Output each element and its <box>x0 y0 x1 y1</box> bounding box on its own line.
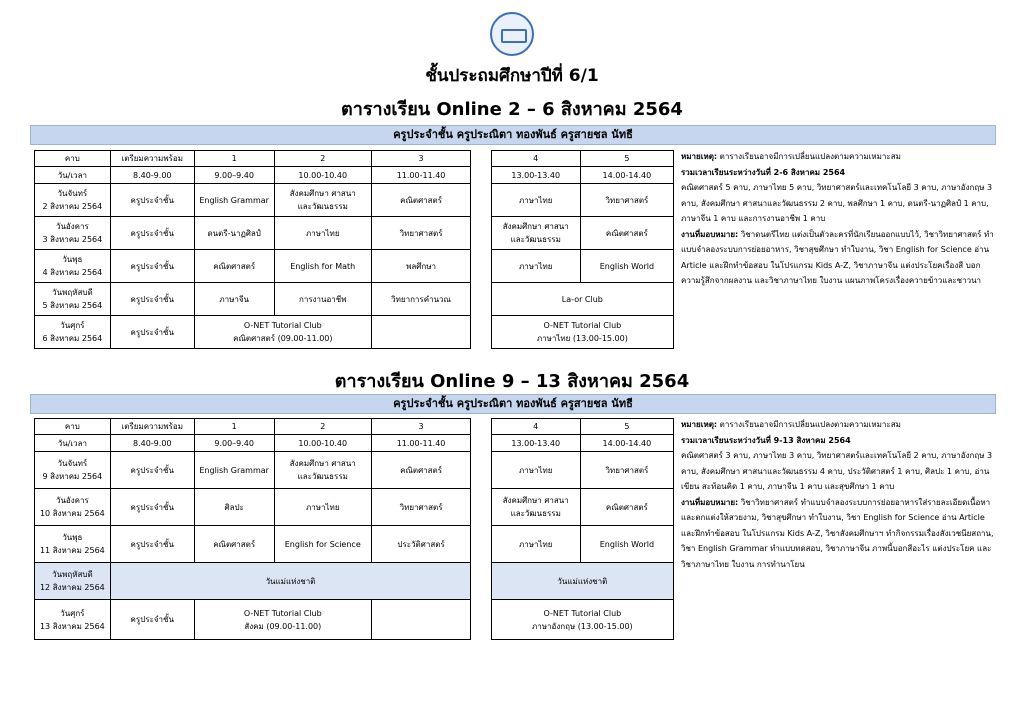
table-row <box>35 250 674 283</box>
prep-cell: ครูประจำชั้น <box>110 600 194 640</box>
week1-title: ตารางเรียน Online 2 – 6 สิงหาคม 2564 <box>341 99 683 120</box>
day-cell: วันอังคาร 10 สิงหาคม 2564 <box>35 489 111 526</box>
period-cell: ดนตรี-นาฏศิลป์ <box>194 217 274 250</box>
table-row <box>35 452 674 489</box>
time-cell: 10.00-10.40 <box>274 167 371 184</box>
day-cell: วันพฤหัสบดี 5 สิงหาคม 2564 <box>35 283 111 316</box>
header-cell: 1 <box>194 151 274 167</box>
prep-cell: ครูประจำชั้น <box>110 250 194 283</box>
week1-teachers-band: ครูประจำชั้น ครูประณิตา ทองพันธ์ ครูสายชล นัทธี <box>30 125 996 145</box>
time-cell: 9.00–9.40 <box>194 167 274 184</box>
table-row <box>35 526 674 563</box>
period-cell: การงานอาชีพ <box>274 283 371 316</box>
period-cell: คณิตศาสตร์ <box>194 250 274 283</box>
empty-cell <box>371 600 470 640</box>
period-cell: ภาษาจีน <box>194 283 274 316</box>
period-cell: พลศึกษา <box>371 250 470 283</box>
period-cell: ภาษาไทย <box>491 526 580 563</box>
table-row <box>35 563 674 600</box>
time-cell: วัน/เวลา <box>35 435 111 452</box>
prep-cell: ครูประจำชั้น <box>110 283 194 316</box>
time-cell: 8.40-9.00 <box>110 167 194 184</box>
header-cell: 4 <box>491 151 580 167</box>
period-cell: ภาษาไทย <box>491 184 580 217</box>
header-cell: 1 <box>194 419 274 435</box>
period-cell: คณิตศาสตร์ <box>580 489 673 526</box>
time-cell: 14.00-14.40 <box>580 435 673 452</box>
lunch-gap <box>471 419 491 640</box>
header-cell: คาบ <box>35 151 111 167</box>
period-cell: ประวัติศาสตร์ <box>371 526 470 563</box>
header-cell: 4 <box>491 419 580 435</box>
table-row <box>35 217 674 250</box>
period-cell: สังคมศึกษา ศาสนา และวัฒนธรรม <box>491 489 580 526</box>
prep-cell: ครูประจำชั้น <box>110 452 194 489</box>
header-cell: 3 <box>371 419 470 435</box>
table-row <box>35 600 674 640</box>
week1-notes: หมายเหตุ: ตารางเรียนอาจมีการเปลี่ยนแปลงตามความเหมาะสม รวมเวลาเรียนระหว่างวันที่ 2-6 สิงหาคม 2564 คณิตศาสตร์ 5 คาบ, ภาษาไทย 5 คาบ, วิทยาศาสตร์และเทคโนโลยี 3 คาบ, ภาษาอังกฤษ 3 คาบ, สังคมศึกษา ศาสนาและวัฒนธรรม 2 คาบ, พลศึกษา 1 คาบ, ดนตรี-นาฏศิลป์ 1 คาบ, ภาษาจีน 1 คาบ และการงานอาชีพ 1 คาบ งานที่มอบหมาย: วิชาดนตรีไทย แต่งเป็นตัวละครที่นักเรียนออกแบบไว้, วิชาวิทยาศาสตร์ ทำแบบจำลองระบบการย่อยอาหาร, วิชาสุขศึกษา ทำใบงาน, วิชา English for Science อ่าน Article และฝึกทำข้อสอบ ในโปรแกรม Kids A-Z, วิชาภาษาจีน แต่งประโยคเรื่องสี บอกความรู้สึกจากผลงาน และวิชาภาษาไทย ใบงาน แผนภาพโครงเรื่องควายข้าวและชาวนา <box>681 152 994 285</box>
day-cell: วันจันทร์ 2 สิงหาคม 2564 <box>35 184 111 217</box>
prep-cell: ครูประจำชั้น <box>110 184 194 217</box>
header-cell: 5 <box>580 419 673 435</box>
header-cell: 2 <box>274 151 371 167</box>
period-cell: ศิลปะ <box>194 489 274 526</box>
time-cell: 9.00–9.40 <box>194 435 274 452</box>
prep-cell: ครูประจำชั้น <box>110 316 194 349</box>
prep-cell: ครูประจำชั้น <box>110 526 194 563</box>
time-cell: 13.00-13.40 <box>491 435 580 452</box>
table-row <box>35 184 674 217</box>
table-row <box>35 316 674 349</box>
period-cell: วิทยาศาสตร์ <box>580 452 673 489</box>
grade-title: ชั้นประถมศึกษาปีที่ 6/1 <box>425 66 599 86</box>
week2-teachers-band: ครูประจำชั้น ครูประณิตา ทองพันธ์ ครูสายชล นัทธี <box>30 394 996 414</box>
day-cell: วันศุกร์ 6 สิงหาคม 2564 <box>35 316 111 349</box>
header-cell: คาบ <box>35 419 111 435</box>
prep-cell: ครูประจำชั้น <box>110 217 194 250</box>
table-row <box>35 283 674 316</box>
day-cell: วันอังคาร 3 สิงหาคม 2564 <box>35 217 111 250</box>
time-cell: 10.00-10.40 <box>274 435 371 452</box>
day-cell: วันศุกร์ 13 สิงหาคม 2564 <box>35 600 111 640</box>
period-cell: สังคมศึกษา ศาสนา และวัฒนธรรม <box>491 217 580 250</box>
table-row <box>35 489 674 526</box>
day-cell: วันพุธ 11 สิงหาคม 2564 <box>35 526 111 563</box>
time-row <box>35 435 674 452</box>
header-cell: 3 <box>371 151 470 167</box>
header-cell: 2 <box>274 419 371 435</box>
period-cell: สังคมศึกษา ศาสนา และวัฒนธรรม <box>274 452 371 489</box>
period-cell: English World <box>580 526 673 563</box>
time-row <box>35 167 674 184</box>
onet-pm-cell: O-NET Tutorial Club ภาษาไทย (13.00-15.00) <box>491 316 673 349</box>
time-cell: 11.00-11.40 <box>371 167 470 184</box>
day-cell: วันพฤหัสบดี 12 สิงหาคม 2564 <box>35 563 111 600</box>
day-cell: วันพุธ 4 สิงหาคม 2564 <box>35 250 111 283</box>
onet-am-cell: O-NET Tutorial Club สังคม (09.00-11.00) <box>194 600 371 640</box>
club-cell: La-or Club <box>491 283 673 316</box>
period-cell: English Grammar <box>194 452 274 489</box>
time-cell: วัน/เวลา <box>35 167 111 184</box>
period-cell: ภาษาไทย <box>491 250 580 283</box>
header-cell: เตรียมความพร้อม <box>110 419 194 435</box>
period-cell: English Grammar <box>194 184 274 217</box>
lunch-gap <box>471 151 491 349</box>
period-cell: คณิตศาสตร์ <box>371 184 470 217</box>
period-cell: วิทยาศาสตร์ <box>580 184 673 217</box>
period-cell: ภาษาไทย <box>274 489 371 526</box>
period-cell: วิทยาศาสตร์ <box>371 489 470 526</box>
period-cell: สังคมศึกษา ศาสนา และวัฒนธรรม <box>274 184 371 217</box>
school-logo <box>490 12 534 56</box>
period-cell: คณิตศาสตร์ <box>371 452 470 489</box>
time-cell: 14.00-14.40 <box>580 167 673 184</box>
header-cell: เตรียมความพร้อม <box>110 151 194 167</box>
period-cell: คณิตศาสตร์ <box>194 526 274 563</box>
period-cell: วิทยาการคำนวณ <box>371 283 470 316</box>
header-cell: 5 <box>580 151 673 167</box>
week2-title: ตารางเรียน Online 9 – 13 สิงหาคม 2564 <box>334 371 690 392</box>
period-cell: คณิตศาสตร์ <box>580 217 673 250</box>
onet-pm-cell: O-NET Tutorial Club ภาษาอังกฤษ (13.00-15.00) <box>491 600 673 640</box>
week2-notes: หมายเหตุ: ตารางเรียนอาจมีการเปลี่ยนแปลงตามความเหมาะสม รวมเวลาเรียนระหว่างวันที่ 9-13 สิงหาคม 2564 คณิตศาสตร์ 3 คาบ, ภาษาไทย 3 คาบ, วิทยาศาสตร์และเทคโนโลยี 2 คาบ, ภาษาอังกฤษ 3 คาบ, สังคมศึกษา ศาสนาและวัฒนธรรม 4 คาบ, ประวัติศาสตร์ 1 คาบ, ศิลปะ 1 คาบ, อ่าน เขียน สะท้อนคิด 1 คาบ, ภาษาจีน 1 คาบ และสุขศึกษา 1 คาบ งานที่มอบหมาย: วิชาวิทยาศาสตร์ ทำแบบจำลองระบบการย่อยอาหารใส่รายละเอียดเนื้อหาและตกแต่งให้สวยงาม, วิชาสุขศึกษา ทำใบงาน, วิชา English for Science อ่าน Article และฝึกทำข้อสอบ ในโปรแกรม Kids A-Z, วิชาสังคมศึกษาฯ ทำกิจกรรมเรื่องสังเวชนียสถาน, วิชา English Grammar ทำแบบทดสอบ, วิชาภาษาจีน ภาพนี้บอกสีอะไร แต่งประโยค และวิชาภาษาไทย ใบงาน การทำนาโยน <box>681 420 994 569</box>
period-cell: English for Science <box>274 526 371 563</box>
holiday-pm-cell: วันแม่แห่งชาติ <box>491 563 673 600</box>
table-header-row <box>35 151 674 167</box>
day-cell: วันจันทร์ 9 สิงหาคม 2564 <box>35 452 111 489</box>
period-cell: English World <box>580 250 673 283</box>
holiday-am-cell: วันแม่แห่งชาติ <box>110 563 470 600</box>
empty-cell <box>371 316 470 349</box>
time-cell: 13.00-13.40 <box>491 167 580 184</box>
time-cell: 8.40-9.00 <box>110 435 194 452</box>
week1-schedule-table <box>34 150 674 349</box>
time-cell: 11.00-11.40 <box>371 435 470 452</box>
period-cell: ภาษาไทย <box>491 452 580 489</box>
period-cell: ภาษาไทย <box>274 217 371 250</box>
onet-am-cell: O-NET Tutorial Club คณิตศาสตร์ (09.00-11.00) <box>194 316 371 349</box>
prep-cell: ครูประจำชั้น <box>110 489 194 526</box>
week2-schedule-table <box>34 418 674 640</box>
table-header-row <box>35 419 674 435</box>
period-cell: English for Math <box>274 250 371 283</box>
period-cell: วิทยาศาสตร์ <box>371 217 470 250</box>
